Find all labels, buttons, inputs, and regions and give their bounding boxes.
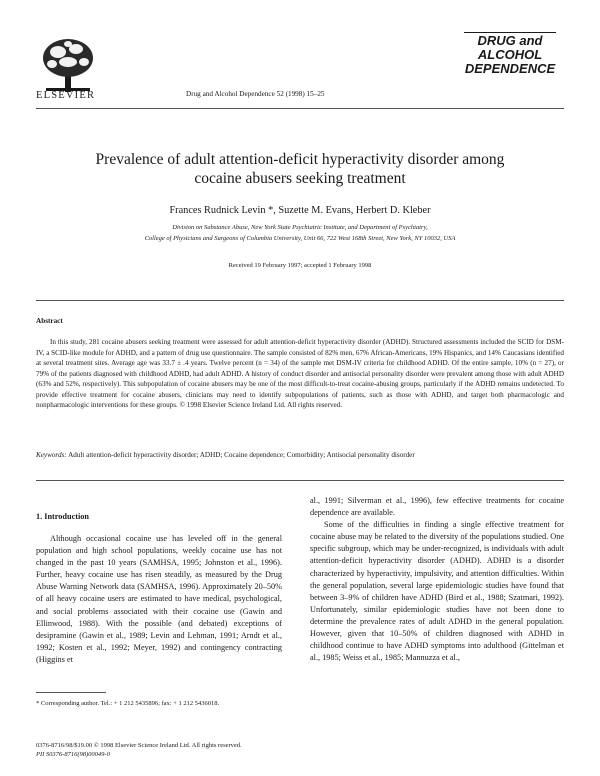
- intro-paragraph-continued: al., 1991; Silverman et al., 1996), few effective treatments for cocaine dependence are available.: [310, 496, 564, 518]
- footnote-rule: [36, 692, 106, 693]
- journal-brand-logo: [458, 32, 562, 76]
- abstract-top-rule: [36, 300, 564, 301]
- corresponding-author-footnote: * Corresponding author. Tel.: + 1 212 5435896; fax: + 1 212 5436018.: [36, 700, 220, 707]
- keywords: [36, 450, 564, 461]
- abstract-bottom-rule: [36, 480, 564, 481]
- keywords-text: Adult attention-deficit hyperactivity disorder; ADHD; Cocaine dependence; Comorbidity; Antisocial personality disorder: [68, 451, 415, 459]
- intro-paragraph-1: Although occasional cocaine use has leveled off in the general population and high school populations, weekly cocaine use has not changed in the past 10 years (SAMHSA, 1995; Johnston et al., 1996). Further, heavy cocaine use has risen steadily, as measured by the Drug Abuse Warning Network data (SAMHSA, 1996). Approximately 20–50% of all heavy cocaine users are estimated to have medical, psychological, and social problems associated with their cocaine use (Gawin and Ellinwood, 1988). With the possible (and debated) exceptions of desipramine (Gawin et al., 1989; Levin and Lehman, 1991; Arndt et al., 1992; Kosten et al., 1992; Meyer, 1992) and contingency contracting (Higgins et: [36, 534, 282, 664]
- issn-line: 0376-8716/98/$19.00 © 1998 Elsevier Science Ireland Ltd. All rights reserved.: [36, 742, 242, 749]
- article-title: [36, 150, 564, 188]
- title-line-2: cocaine abusers seeking treatment: [194, 170, 406, 187]
- affiliation-line-1: Division on Substance Abuse, New York State Psychiatric Institute, and Department of Psychiatry,: [172, 224, 428, 231]
- elsevier-tree-logo: [40, 36, 96, 94]
- brand-line-3: DEPENDENCE: [464, 61, 556, 76]
- received-dates: Received 19 February 1997; accepted 1 February 1998: [228, 262, 372, 269]
- section-heading-introduction: 1. Introduction: [36, 512, 90, 521]
- header-rule: [36, 108, 564, 109]
- brand-line-1: DRUG and: [477, 33, 543, 48]
- brand-line-2: ALCOHOL: [477, 47, 543, 62]
- intro-paragraph-2: Some of the difficulties in finding a single effective treatment for cocaine abuse may be related to the diversity of the populations studied. One specific subgroup, which may be under-recognized, is individuals with adult attention-deficit hyperactivity disorder (ADHD). ADHD is a disorder characterized by hyperactivity, impulsivity, and attention difficulties. Within the general population, several large epidemiologic studies have found that between 3–9% of children have ADHD (Bird et al., 1988; Szatmari, 1992). Unfortunately, similar epidemiologic studies have not been done to determine the prevalence rates of adult ADHD in the general population. However, given that 10–50% of children diagnosed with ADHD in childhood continue to have ADHD symptoms into adulthood (Gittelman et al., 1985; Weiss et al., 1985; Mannuzza et al.,: [310, 520, 564, 663]
- right-column: [310, 495, 564, 664]
- authors: Frances Rudnick Levin *, Suzette M. Evans, Herbert D. Kleber: [169, 205, 431, 216]
- pii-line: PII S0376-8716(98)00049-0: [36, 751, 110, 758]
- copyright-block: [36, 741, 242, 759]
- affiliation: [36, 223, 564, 244]
- abstract-heading: Abstract: [36, 317, 63, 325]
- publisher-name: ELSEVIER: [36, 90, 96, 101]
- left-column: [36, 533, 282, 666]
- abstract-text: In this study, 281 cocaine abusers seeking treatment were assessed for adult attention-deficit hyperactivity disorder (ADHD). Structured assessments included the SCID for DSM-IV, a SCID-like module for ADHD, and a pattern of drug use questionnaire. The sample consisted of 82% men, 67% African-Americans, 19% Hispanics, and 14% Caucasians identified at several treatment sites. Average age was 33.7 ± .4 years. Twelve percent (n = 34) of the sample met DSM-IV criteria for childhood ADHD. Of the entire sample, 10% (n = 27), or 79% of the patients diagnosed with childhood ADHD, had adult ADHD. A history of conduct disorder and antisocial personality disorder were prevalent among those with adult ADHD (63% and 52%, respectively). This subpopulation of cocaine abusers may be one of the most difficult-to-treat cocaine-abusing groups, particularly if the ADHD remains undetected. To provide effective treatment for cocaine abusers, clinicians may need to identify subpopulations of patients, such as those with ADHD, and target both pharmacologic and nonpharmacologic interventions for these groups. © 1998 Elsevier Science Ireland Ltd. All rights reserved.: [36, 338, 564, 409]
- keywords-label: Keywords:: [36, 451, 67, 459]
- journal-citation: Drug and Alcohol Dependence 52 (1998) 15–25: [186, 90, 325, 98]
- affiliation-line-2: College of Physicians and Surgeons of Columbia University, Unit 66, 722 West 168th Street, New York, NY 10032, USA: [144, 234, 456, 242]
- title-line-1: Prevalence of adult attention-deficit hyperactivity disorder among: [95, 151, 505, 168]
